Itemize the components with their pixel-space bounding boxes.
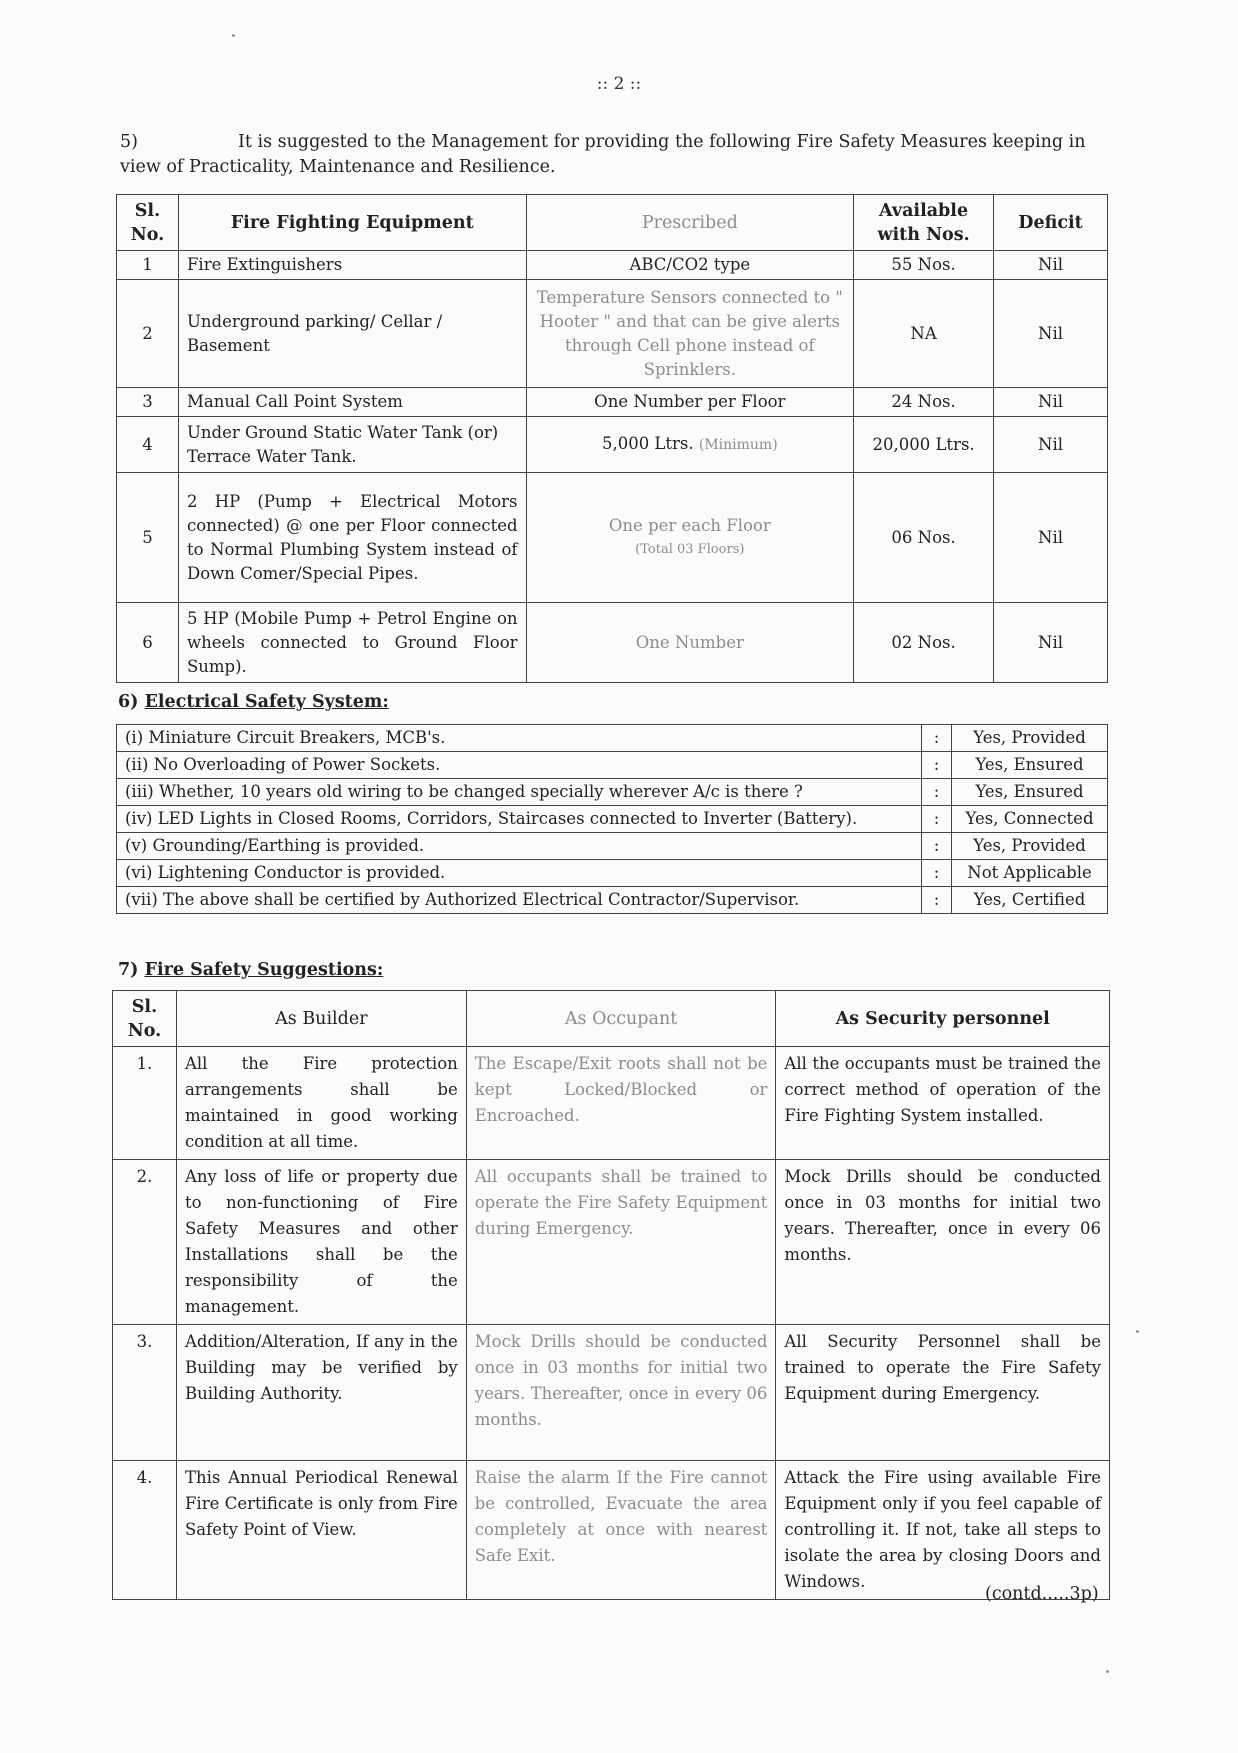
row-deficit: Nil xyxy=(994,388,1108,417)
electrical-separator: : xyxy=(922,752,952,779)
row-sl: 5 xyxy=(117,473,179,603)
row-equipment: Under Ground Static Water Tank (or) Terrace Water Tank. xyxy=(178,417,526,473)
table-row xyxy=(113,1160,1110,1325)
intro-number: 5) xyxy=(120,132,138,152)
electrical-separator: : xyxy=(922,806,952,833)
electrical-separator: : xyxy=(922,779,952,806)
header-builder: As Builder xyxy=(176,991,466,1047)
electrical-separator: : xyxy=(922,725,952,752)
electrical-status: Yes, Certified xyxy=(952,887,1108,914)
row-equipment: Manual Call Point System xyxy=(178,388,526,417)
electrical-item: (ii) No Overloading of Power Sockets. xyxy=(117,752,922,779)
row-occupant: All occupants shall be trained to operate the Fire Safety Equipment during Emergency. xyxy=(466,1160,776,1325)
fire-equipment-table xyxy=(116,194,1108,683)
row-security: All Security Personnel shall be trained to operate the Fire Safety Equipment during Emergency. xyxy=(776,1325,1110,1461)
electrical-separator: : xyxy=(922,860,952,887)
electrical-status: Yes, Provided xyxy=(952,725,1108,752)
electrical-item: (v) Grounding/Earthing is provided. xyxy=(117,833,922,860)
table-header-row xyxy=(113,991,1110,1047)
row-occupant: Mock Drills should be conducted once in 03 months for initial two years. Thereafter, once in every 06 months. xyxy=(466,1325,776,1461)
electrical-status: Yes, Ensured xyxy=(952,779,1108,806)
row-prescribed: ABC/CO2 type xyxy=(526,251,854,280)
row-equipment: 5 HP (Mobile Pump + Petrol Engine on wheels connected to Ground Floor Sump). xyxy=(178,603,526,683)
row-deficit: Nil xyxy=(994,417,1108,473)
fire-safety-suggestions-table xyxy=(112,990,1110,1600)
intro-text: It is suggested to the Management for providing the following Fire Safety Measures keeping in view of Practicality, Maintenance and Resilience. xyxy=(120,132,1086,177)
prescribed-note: (Minimum) xyxy=(698,437,778,453)
electrical-section-title xyxy=(118,692,389,712)
table-row xyxy=(117,603,1108,683)
page-number: :: 2 :: xyxy=(596,74,642,94)
electrical-separator: : xyxy=(922,833,952,860)
row-sl: 1. xyxy=(113,1047,177,1160)
row-builder: All the Fire protection arrangements shall be maintained in good working condition at all time. xyxy=(176,1047,466,1160)
electrical-status: Yes, Connected xyxy=(952,806,1108,833)
scan-speck xyxy=(1136,1330,1139,1333)
row-sl: 3. xyxy=(113,1325,177,1461)
row-equipment: Underground parking/ Cellar / Basement xyxy=(178,280,526,388)
row-available: NA xyxy=(854,280,994,388)
electrical-status: Yes, Ensured xyxy=(952,752,1108,779)
electrical-item: (i) Miniature Circuit Breakers, MCB's. xyxy=(117,725,922,752)
row-prescribed xyxy=(526,473,854,603)
intro-paragraph xyxy=(120,130,1110,180)
header-equipment: Fire Fighting Equipment xyxy=(178,195,526,251)
electrical-title-number: 6) xyxy=(118,692,139,712)
row-security: Mock Drills should be conducted once in 03 months for initial two years. Thereafter, once in every 06 months. xyxy=(776,1160,1110,1325)
electrical-item: (vi) Lightening Conductor is provided. xyxy=(117,860,922,887)
row-security: All the occupants must be trained the correct method of operation of the Fire Fighting System installed. xyxy=(776,1047,1110,1160)
row-builder: This Annual Periodical Renewal Fire Certificate is only from Fire Safety Point of View. xyxy=(176,1461,466,1600)
table-row xyxy=(117,833,1108,860)
table-row xyxy=(117,280,1108,388)
row-sl: 1 xyxy=(117,251,179,280)
row-available: 20,000 Ltrs. xyxy=(854,417,994,473)
table-row xyxy=(117,417,1108,473)
row-deficit: Nil xyxy=(994,280,1108,388)
row-equipment: 2 HP (Pump + Electrical Motors connected) @ one per Floor connected to Normal Plumbing System instead of Down Comer/Special Pipes. xyxy=(178,473,526,603)
row-sl: 4 xyxy=(117,417,179,473)
row-security: Attack the Fire using available Fire Equipment only if you feel capable of controlling it. If not, take all steps to isolate the area by closing Doors and Windows. xyxy=(776,1461,1110,1600)
table-row xyxy=(117,388,1108,417)
row-available: 55 Nos. xyxy=(854,251,994,280)
row-prescribed: Temperature Sensors connected to " Hooter " and that can be give alerts through Cell phone instead of Sprinklers. xyxy=(526,280,854,388)
row-occupant: The Escape/Exit roots shall not be kept Locked/Blocked or Encroached. xyxy=(466,1047,776,1160)
row-sl: 2. xyxy=(113,1160,177,1325)
electrical-item: (iv) LED Lights in Closed Rooms, Corridors, Staircases connected to Inverter (Battery). xyxy=(117,806,922,833)
header-sl-no: Sl. No. xyxy=(117,195,179,251)
table-row xyxy=(117,251,1108,280)
row-equipment: Fire Extinguishers xyxy=(178,251,526,280)
row-builder: Addition/Alteration, If any in the Building may be verified by Building Authority. xyxy=(176,1325,466,1461)
electrical-status: Not Applicable xyxy=(952,860,1108,887)
table-header-row xyxy=(117,195,1108,251)
header-security: As Security personnel xyxy=(776,991,1110,1047)
table-row xyxy=(117,473,1108,603)
row-available: 06 Nos. xyxy=(854,473,994,603)
row-prescribed: One Number xyxy=(526,603,854,683)
suggestions-title-text: Fire Safety Suggestions: xyxy=(144,960,384,980)
prescribed-value: One per each Floor xyxy=(608,515,771,535)
row-deficit: Nil xyxy=(994,251,1108,280)
table-row xyxy=(113,1461,1110,1600)
table-row xyxy=(117,887,1108,914)
row-sl: 2 xyxy=(117,280,179,388)
table-row xyxy=(117,752,1108,779)
row-prescribed: One Number per Floor xyxy=(526,388,854,417)
scan-speck xyxy=(232,34,235,37)
row-builder: Any loss of life or property due to non-functioning of Fire Safety Measures and other Installations shall be the responsibility of the management. xyxy=(176,1160,466,1325)
header-occupant: As Occupant xyxy=(466,991,776,1047)
suggestions-section-title xyxy=(118,960,383,980)
table-row xyxy=(113,1047,1110,1160)
electrical-title-text: Electrical Safety System: xyxy=(144,692,389,712)
row-sl: 6 xyxy=(117,603,179,683)
header-deficit: Deficit xyxy=(994,195,1108,251)
row-deficit: Nil xyxy=(994,473,1108,603)
table-row xyxy=(117,806,1108,833)
electrical-item: (iii) Whether, 10 years old wiring to be changed specially wherever A/c is there ? xyxy=(117,779,922,806)
electrical-status: Yes, Provided xyxy=(952,833,1108,860)
electrical-safety-table xyxy=(116,724,1108,914)
table-row xyxy=(117,860,1108,887)
suggestions-title-number: 7) xyxy=(118,960,139,980)
row-available: 02 Nos. xyxy=(854,603,994,683)
table-row xyxy=(113,1325,1110,1461)
row-occupant: Raise the alarm If the Fire cannot be controlled, Evacuate the area completely at once with nearest Safe Exit. xyxy=(466,1461,776,1600)
row-sl: 3 xyxy=(117,388,179,417)
header-available: Available with Nos. xyxy=(854,195,994,251)
electrical-item: (vii) The above shall be certified by Authorized Electrical Contractor/Supervisor. xyxy=(117,887,922,914)
scan-speck xyxy=(1106,1670,1109,1673)
table-row xyxy=(117,725,1108,752)
continued-note: (contd.....3p) xyxy=(985,1584,1099,1604)
electrical-separator: : xyxy=(922,887,952,914)
prescribed-value: 5,000 Ltrs. xyxy=(601,434,694,453)
row-sl: 4. xyxy=(113,1461,177,1600)
row-available: 24 Nos. xyxy=(854,388,994,417)
header-prescribed: Prescribed xyxy=(526,195,854,251)
prescribed-note: (Total 03 Floors) xyxy=(635,541,745,557)
header-sl-no: Sl. No. xyxy=(113,991,177,1047)
table-row xyxy=(117,779,1108,806)
row-prescribed xyxy=(526,417,854,473)
row-deficit: Nil xyxy=(994,603,1108,683)
